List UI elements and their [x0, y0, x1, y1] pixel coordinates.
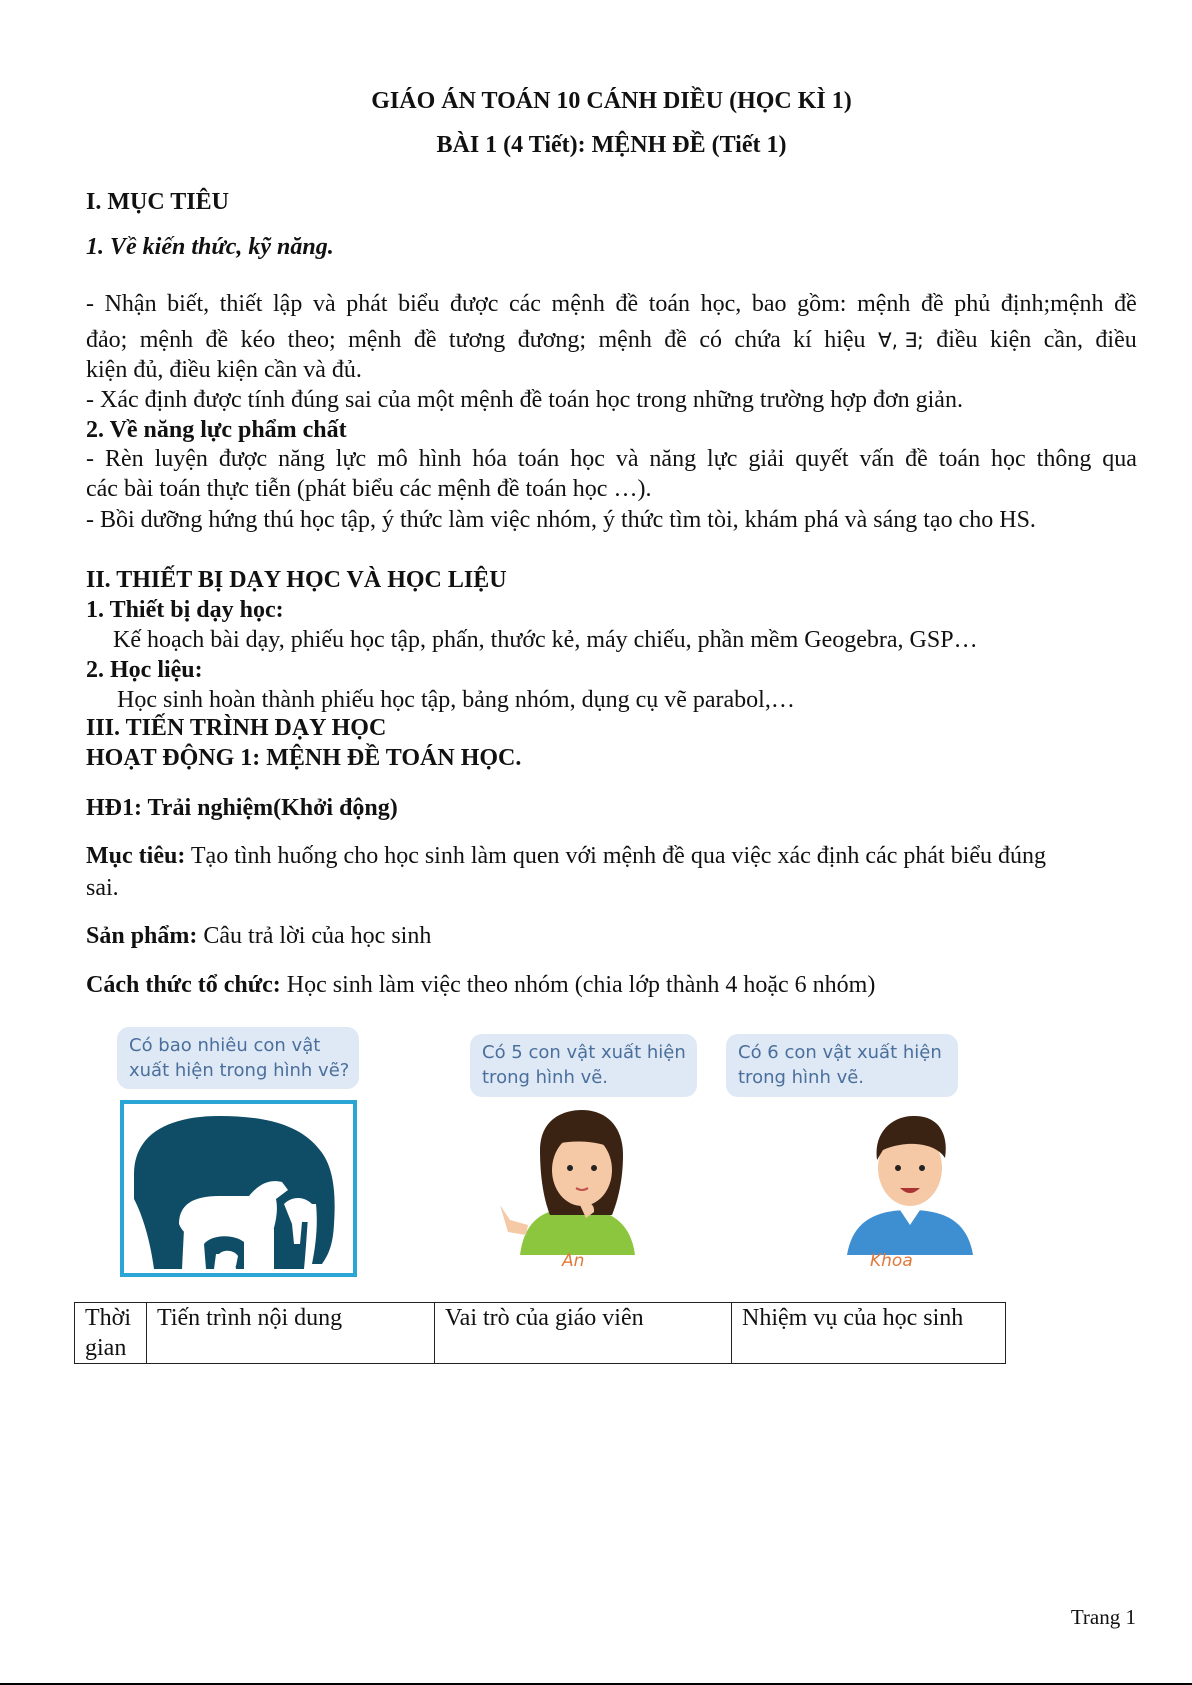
competence-line-1-word: hóa: [472, 446, 507, 472]
objective-line-2-word: đề: [413, 327, 437, 353]
objective-line-1-word: các: [508, 291, 541, 317]
objective-line-1-word: mệnh: [857, 291, 911, 317]
subheading-teaching-equipment: 1. Thiết bị dạy học:: [86, 597, 284, 623]
objective-line-1-word: biết,: [167, 291, 210, 317]
objective-line-2-word: chứa: [734, 327, 781, 353]
objective-line-2-word: ∀, ∃;: [877, 328, 924, 352]
objective-line-1-word: thiết: [219, 291, 263, 317]
objective-line-2-word: đề: [664, 327, 687, 353]
objective-line-2-word: kí: [793, 327, 812, 353]
objective-paragraph-truth: - Xác định được tính đúng sai của một mệnh đề toán học trong những trường hợp đơn giản.: [86, 387, 963, 413]
question-bubble-line-2: xuất hiện trong hình vẽ?: [129, 1060, 350, 1081]
hd1-heading: HĐ1: Trải nghiệm(Khởi động): [86, 795, 398, 821]
an-speech-bubble: [470, 1034, 697, 1097]
objective-line-2-word: đương;: [517, 327, 587, 353]
competence-paragraph-line-2: các bài toán thực tiễn (phát biểu các mệnh đề toán học …).: [86, 476, 652, 502]
objective-line-1-word: phủ: [954, 291, 991, 317]
equipment-list: Kế hoạch bài dạy, phiếu học tập, phấn, thước kẻ, máy chiếu, phần mềm Geogebra, GSP…: [113, 627, 978, 653]
goal-line-2: sai.: [86, 875, 119, 901]
competence-line-1-word: lực: [707, 446, 738, 472]
khoa-name-label: Khoa: [870, 1251, 913, 1271]
competence-paragraph-line-1: [86, 444, 1137, 474]
objective-line-1-word: đề: [921, 291, 944, 317]
objective-line-1-word: gồm:: [797, 291, 847, 317]
competence-line-1-word: giải: [748, 446, 785, 472]
an-bubble-line-2: trong hình vẽ.: [482, 1067, 609, 1088]
lesson-process-table: [74, 1302, 1006, 1364]
objective-line-1-word: Nhận: [104, 291, 157, 317]
goal-label: Mục tiêu:: [86, 843, 186, 869]
competence-line-1-word: Rèn: [104, 446, 144, 472]
goal-text: Tạo tình huống cho học sinh làm quen với mệnh đề qua việc xác định các phát biểu đúng: [190, 843, 1047, 869]
objective-paragraph-line-3: kiện đủ, điều kiện cần và đủ.: [86, 357, 362, 383]
section-heading-equipment: II. THIẾT BỊ DẠY HỌC VÀ HỌC LIỆU: [86, 567, 507, 593]
competence-line-1-word: qua: [1102, 446, 1137, 472]
objective-line-2-word: mệnh: [139, 327, 194, 353]
competence-line-1-word: lực: [335, 446, 367, 472]
objective-line-2-word: mệnh: [348, 327, 402, 353]
header-cell-content: Tiến trình nội dung: [147, 1303, 435, 1364]
competence-paragraph-interest: - Bồi dưỡng hứng thú học tập, ý thức làm việc nhóm, ý thức tìm tòi, khám phá và sáng tạo cho HS.: [86, 507, 1036, 533]
question-bubble: [117, 1027, 359, 1089]
student-an-illustration: [490, 1100, 660, 1255]
materials-list: Học sinh hoàn thành phiếu học tập, bảng nhóm, dụng cụ vẽ parabol,…: [117, 687, 795, 713]
competence-line-1-word: năng: [278, 446, 325, 472]
objective-paragraph-line-1: [86, 289, 1137, 319]
method-line: [86, 970, 875, 1000]
objective-line-1-word: đề: [615, 291, 639, 317]
section-heading-process: III. TIẾN TRÌNH DẠY HỌC: [86, 715, 387, 741]
animal-picture-frame: [120, 1100, 357, 1277]
animal-silhouettes-image: [124, 1104, 353, 1273]
khoa-bubble-line-2: trong hình vẽ.: [738, 1067, 865, 1088]
product-label: Sản phẩm:: [86, 923, 198, 949]
method-label: Cách thức tổ chức:: [86, 972, 281, 998]
objective-line-2-word: mệnh: [598, 327, 652, 353]
header-cell-student-task: Nhiệm vụ của học sinh: [732, 1303, 1006, 1364]
objective-line-2-word: kiện: [989, 327, 1032, 353]
objective-line-2-word: tương: [448, 327, 506, 353]
page-number: Trang 1: [1070, 1605, 1136, 1629]
competence-line-1-word: vấn: [859, 446, 895, 472]
goal-line-1: [86, 841, 1046, 871]
table-header-row: [75, 1303, 1006, 1364]
objective-line-1-word: định;mệnh: [1000, 291, 1104, 317]
objective-line-2-word: điều: [936, 327, 978, 353]
objective-line-1-word: -: [86, 291, 94, 317]
header-cell-time: Thời gian: [75, 1303, 147, 1364]
competence-line-1-word: đề: [905, 446, 928, 472]
competence-line-1-word: thông: [1036, 446, 1092, 472]
objective-line-1-word: toán: [648, 291, 691, 317]
objective-line-2-word: kéo: [240, 327, 276, 353]
objective-line-1-word: và: [312, 291, 336, 317]
objective-line-2-word: theo;: [287, 327, 336, 353]
objective-line-2-word: có: [699, 327, 722, 353]
product-text: Câu trả lời của học sinh: [203, 923, 432, 949]
an-bubble-line-1: Có 5 con vật xuất hiện: [482, 1042, 686, 1063]
objective-line-1-word: bao: [751, 291, 787, 317]
objective-line-1-word: được: [450, 291, 499, 317]
header-cell-teacher-role: Vai trò của giáo viên: [435, 1303, 732, 1364]
subheading-knowledge-skills: 1. Về kiến thức, kỹ năng.: [86, 234, 334, 260]
objective-paragraph-line-2: [86, 325, 1137, 355]
competence-line-1-word: -: [86, 446, 94, 472]
competence-line-1-word: được: [218, 446, 268, 472]
lesson-title: BÀI 1 (4 Tiết): MỆNH ĐỀ (Tiết 1): [436, 132, 787, 158]
objective-line-1-word: biểu: [398, 291, 440, 317]
student-khoa-illustration: [845, 1110, 975, 1255]
objective-line-1-word: đề: [1114, 291, 1137, 317]
khoa-bubble-line-1: Có 6 con vật xuất hiện: [738, 1042, 942, 1063]
khoa-speech-bubble: [726, 1034, 958, 1097]
method-text: Học sinh làm việc theo nhóm (chia lớp thành 4 hoặc 6 nhóm): [286, 972, 876, 998]
subheading-competence: 2. Về năng lực phẩm chất: [86, 417, 347, 443]
subheading-learning-materials: 2. Học liệu:: [86, 657, 203, 683]
document-title: GIÁO ÁN TOÁN 10 CÁNH DIỀU (HỌC KÌ 1): [371, 88, 852, 114]
activity-heading: HOẠT ĐỘNG 1: MỆNH ĐỀ TOÁN HỌC.: [86, 745, 522, 771]
objective-line-1-word: học,: [700, 291, 742, 317]
competence-line-1-word: toán: [517, 446, 560, 472]
section-heading-objectives: I. MỤC TIÊU: [86, 189, 229, 215]
competence-line-1-word: mô: [377, 446, 408, 472]
competence-line-1-word: học: [570, 446, 605, 472]
competence-line-1-word: quyết: [795, 446, 849, 472]
objective-line-2-word: hiệu: [824, 327, 866, 353]
competence-line-1-word: năng: [649, 446, 697, 472]
objective-line-2-word: đảo;: [86, 327, 128, 353]
competence-line-1-word: toán: [938, 446, 981, 472]
objective-line-2-word: cần,: [1043, 327, 1083, 353]
objective-line-1-word: phát: [346, 291, 388, 317]
product-line: [86, 921, 431, 951]
competence-line-1-word: luyện: [154, 446, 208, 472]
objective-line-2-word: đề: [205, 327, 229, 353]
question-bubble-line-1: Có bao nhiêu con vật: [129, 1035, 321, 1056]
an-name-label: An: [562, 1251, 585, 1271]
competence-line-1-word: hình: [418, 446, 462, 472]
competence-line-1-word: và: [615, 446, 639, 472]
competence-line-1-word: học: [991, 446, 1026, 472]
objective-line-1-word: lập: [273, 291, 303, 317]
objective-line-2-word: điều: [1095, 327, 1137, 353]
objective-line-1-word: mệnh: [551, 291, 605, 317]
